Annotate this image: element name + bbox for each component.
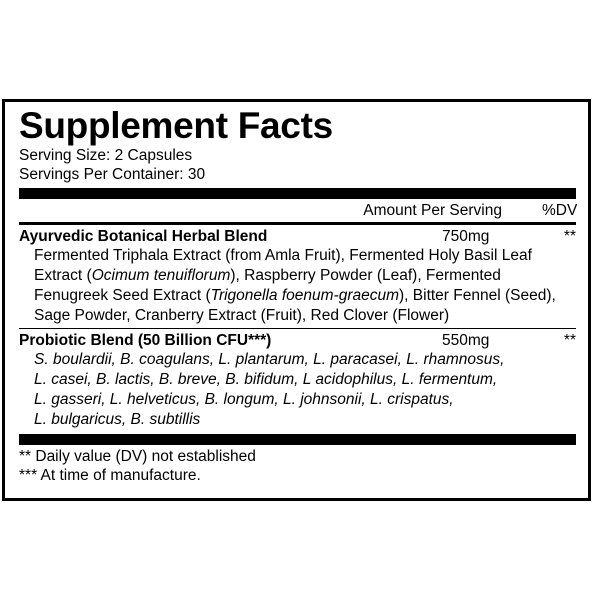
thick-divider-bottom — [19, 434, 576, 445]
footnote-dv: ** Daily value (DV) not established — [19, 448, 256, 465]
servings-per-container: Servings Per Container: 30 — [19, 166, 206, 183]
description-line — [34, 370, 576, 390]
thick-divider-top — [19, 188, 576, 199]
ingredient-dv: ** — [563, 228, 576, 245]
description-text: Sage Powder, Cranberry Extract (Fruit), Red Clover (Flower) — [34, 307, 450, 324]
ingredient-name: Probiotic Blend (50 Billion CFU***) — [19, 332, 272, 349]
species-name-text: Ocimum tenuiflorum — [91, 267, 231, 284]
ingredient-dv: ** — [563, 332, 576, 349]
amount-per-serving-header: Amount Per Serving — [363, 202, 502, 219]
ingredient-header — [19, 329, 576, 350]
description-text: ), Bitter Fennel (Seed), — [399, 287, 556, 304]
ingredient-description — [19, 350, 576, 432]
description-line — [34, 286, 576, 306]
footnote-manufacture: *** At time of manufacture. — [19, 467, 201, 484]
species-name-text: S. boulardii, B. coagulans, L. plantarum, L. paracasei, L. rhamnosus, — [34, 351, 505, 368]
description-text: Fermented Triphala Extract (from Amla Fruit), Fermented Holy Basil Leaf — [34, 247, 532, 264]
species-name-text: L. gasseri, L. helveticus, B. longum, L. johnsonii, L. crispatus, — [34, 391, 454, 408]
description-text: Extract ( — [34, 267, 92, 284]
ingredient-amount: 750mg — [442, 228, 490, 245]
serving-size: Serving Size: 2 Capsules — [19, 147, 193, 164]
species-name-text: L. casei, B. lactis, B. breve, B. bifidum, L acidophilus, L. fermentum, — [34, 371, 498, 388]
ingredient-amount: 550mg — [442, 332, 490, 349]
description-line — [34, 266, 576, 286]
ingredient-description — [19, 246, 576, 328]
description-line — [34, 410, 576, 430]
footnotes — [19, 445, 576, 485]
description-line — [34, 390, 576, 410]
ingredient-row — [19, 225, 576, 328]
ingredient-name: Ayurvedic Botanical Herbal Blend — [19, 228, 268, 245]
ingredient-row — [19, 329, 576, 432]
ingredient-header — [19, 225, 576, 246]
species-name-text: L. bulgaricus, B. subtillis — [34, 411, 201, 428]
description-text: ), Raspberry Powder (Leaf), Fermented — [230, 267, 501, 284]
description-text: Fenugreek Seed Extract ( — [34, 287, 211, 304]
description-line — [34, 350, 576, 370]
description-line — [34, 246, 576, 266]
supplement-facts-panel — [2, 99, 591, 501]
dv-header: %DV — [542, 202, 578, 219]
species-name-text: Trigonella foenum-graecum — [210, 287, 400, 304]
panel-title: Supplement Facts — [19, 105, 333, 146]
description-line — [34, 306, 576, 326]
column-headers — [19, 199, 576, 222]
